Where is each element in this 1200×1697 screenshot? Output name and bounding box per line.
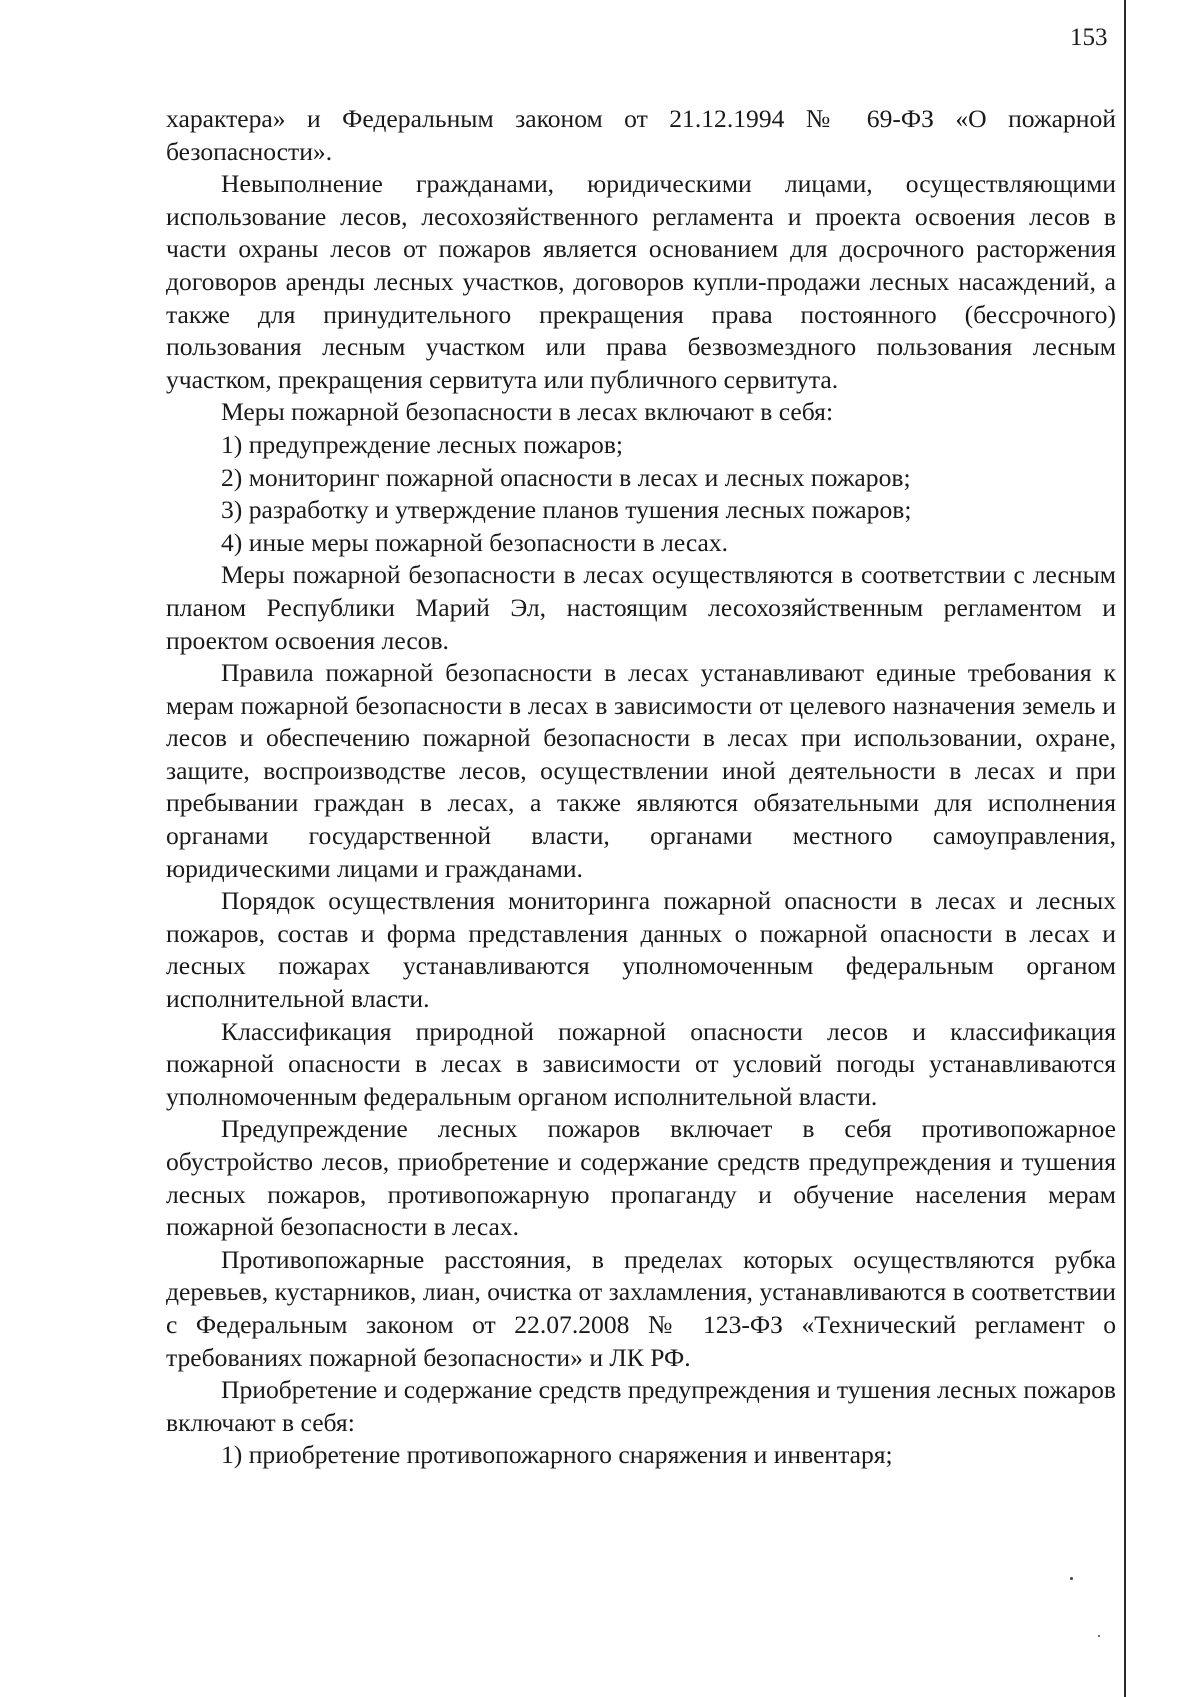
paragraph: Приобретение и содержание средств предупреждения и тушения лесных пожаров включают в себя: <box>166 1375 1116 1437</box>
paragraph: Меры пожарной безопасности в лесах включают в себя: <box>221 397 834 427</box>
scan-speck <box>1070 1577 1073 1580</box>
list-item: 1) приобретение противопожарного снаряжения и инвентаря; <box>221 1440 893 1470</box>
paragraph: Противопожарные расстояния, в пределах которых осуществляются рубка деревьев, кустарников, лиан, очистка от захламления, устанавливаются в соответствии с Федеральным законом от 22.07.2008 № 123-ФЗ «Технический регламент о требованиях пожарной безопасности» и ЛК РФ. <box>166 1244 1116 1372</box>
paragraph: Правила пожарной безопасности в лесах устанавливают единые требования к мерам пожарной безопасности в лесах в зависимости от целевого назначения земель и лесов и обеспечению пожарной безопасности в лесах при использовании, охране, защите, воспроизводстве лесов, осуществлении иной деятельности в лесах и при пребывании граждан в лесах, а также являются обязательными для исполнения органами государственной власти, органами местного самоуправления, юридическими лицами и гражданами. <box>166 658 1116 883</box>
paragraph: Классификация природной пожарной опасности лесов и классификация пожарной опасности в лесах в зависимости от условий погоды устанавливаются уполномоченным федеральным органом исполнительной власти. <box>166 1016 1116 1111</box>
paragraph: Предупреждение лесных пожаров включает в себя противопожарное обустройство лесов, приобретение и содержание средств предупреждения и тушения лесных пожаров, противопожарную пропаганду и обучение населения мерам пожарной безопасности в лесах. <box>166 1114 1116 1242</box>
scan-speck <box>1098 1635 1100 1637</box>
list-item: 2) мониторинг пожарной опасности в лесах и лесных пожаров; <box>221 462 911 492</box>
page-number: 153 <box>1070 24 1108 51</box>
document-body <box>166 103 1116 1472</box>
page-edge-line <box>1124 0 1126 1697</box>
paragraph: Порядок осуществления мониторинга пожарной опасности в лесах и лесных пожаров, состав и форма представления данных о пожарной опасности в лесах и лесных пожарах устанавливаются уполномоченным федеральным органом исполнительной власти. <box>166 886 1116 1014</box>
list-item: 3) разработку и утверждение планов тушения лесных пожаров; <box>221 495 912 525</box>
paragraph: характера» и Федеральным законом от 21.12.1994 № 69-ФЗ «О пожарной безопасности». <box>166 104 1116 166</box>
list-item: 4) иные меры пожарной безопасности в лесах. <box>221 527 729 557</box>
paragraph: Невыполнение гражданами, юридическими лицами, осуществляющими использование лесов, лесохозяйственного регламента и проекта освоения лесов в части охраны лесов от пожаров является основанием для досрочного расторжения договоров аренды лесных участков, договоров купли-продажи лесных насаждений, а также для принудительного прекращения права постоянного (бессрочного) пользования лесным участком или права безвозмездного пользования лесным участком, прекращения сервитута или публичного сервитута. <box>166 169 1116 394</box>
list-item: 1) предупреждение лесных пожаров; <box>221 429 624 459</box>
paragraph: Меры пожарной безопасности в лесах осуществляются в соответствии с лесным планом Республики Марий Эл, настоящим лесохозяйственным регламентом и проектом освоения лесов. <box>166 560 1116 655</box>
